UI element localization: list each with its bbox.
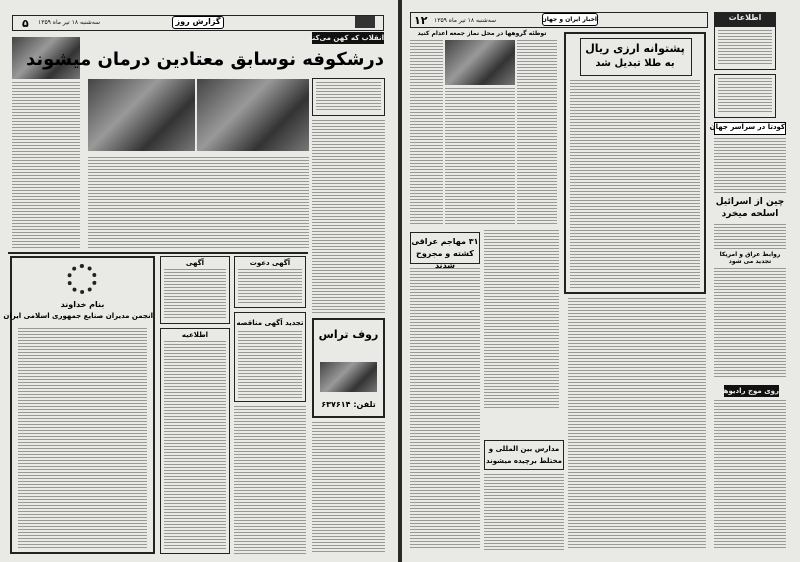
radio-header: روی موج رادیوها [721,387,779,395]
iraq-us-headline: روابط عراق و امریکا تجدید می شود [719,251,781,265]
photo-doctor [197,79,309,151]
tender-ad [234,312,306,402]
invitation-title: آگهی دعوت [249,259,291,267]
association-ad [3,256,155,554]
schools-headline: مدارس بین المللی و مختلط برچیده میشوند [486,445,562,465]
association-emblem-icon [67,264,97,294]
roof-terrace-ad [312,318,385,418]
intro-box [312,78,385,116]
kicker: انقلاب که کهن می‌کند [308,34,384,42]
schools-headline-box [484,440,564,470]
section-label: گزارش روز [172,16,224,29]
iraq-headline: ۳۱ مهاجم عراقی کشته و مجروح شدند [411,237,479,270]
friday-prayer-photo [445,40,515,85]
terrace-photo [320,362,377,392]
left-newspaper-page [0,0,398,562]
invitation-ad [234,256,306,308]
rial-gold-article [564,32,706,294]
china-headline: چین از اسرائیل اسلحه میخرد [715,197,785,219]
iraq-headline-box [410,232,480,270]
issue-date: سه‌شنبه ۱۸ تیر ماه ۱۳۵۹ [38,19,101,26]
main-headline: درشکوفه نوسابق معتادین درمان میشوند [25,49,384,70]
ad-title: انجمن مدیران صنایع جمهوری اسلامی ایران [3,312,153,320]
announcement-ad [160,328,230,554]
column-headline: توطئه گروهها در محل نماز جمعه اعدام کنید [417,30,547,37]
notice-title: آگهی [185,259,205,267]
right-newspaper-page [402,0,800,562]
terrace-title: روف تراس [318,328,379,341]
notice-ad [160,256,230,324]
world-news-header: کودتا در سراسر جهان [714,122,786,135]
announcement-title: اطلاعیه [181,331,209,339]
issue-date: سه‌شنبه ۱۸ تیر ماه ۱۳۵۹ [434,17,497,24]
tender-title: تجدید آگهی مناقصه [236,319,304,327]
masthead-box [714,12,776,70]
rial-headline: پشتوانه ارزی ریال [585,42,685,55]
terrace-phone: تلفن: ۶۳۷۶۱۴ [321,400,376,409]
section-label: اخبار ایران و جهان [542,13,598,26]
photo-hospital-beds [88,79,195,151]
prayer-times-box [714,74,776,118]
masthead-title: اطلاعات [715,13,775,27]
ad-opener: بنام خداوند [60,300,105,309]
page-number: ۵ [22,17,29,30]
newspaper-logo [355,16,375,28]
rial-subheadline: به طلا تبدیل شد [595,58,675,69]
page-number: ۱۲ [414,14,428,27]
